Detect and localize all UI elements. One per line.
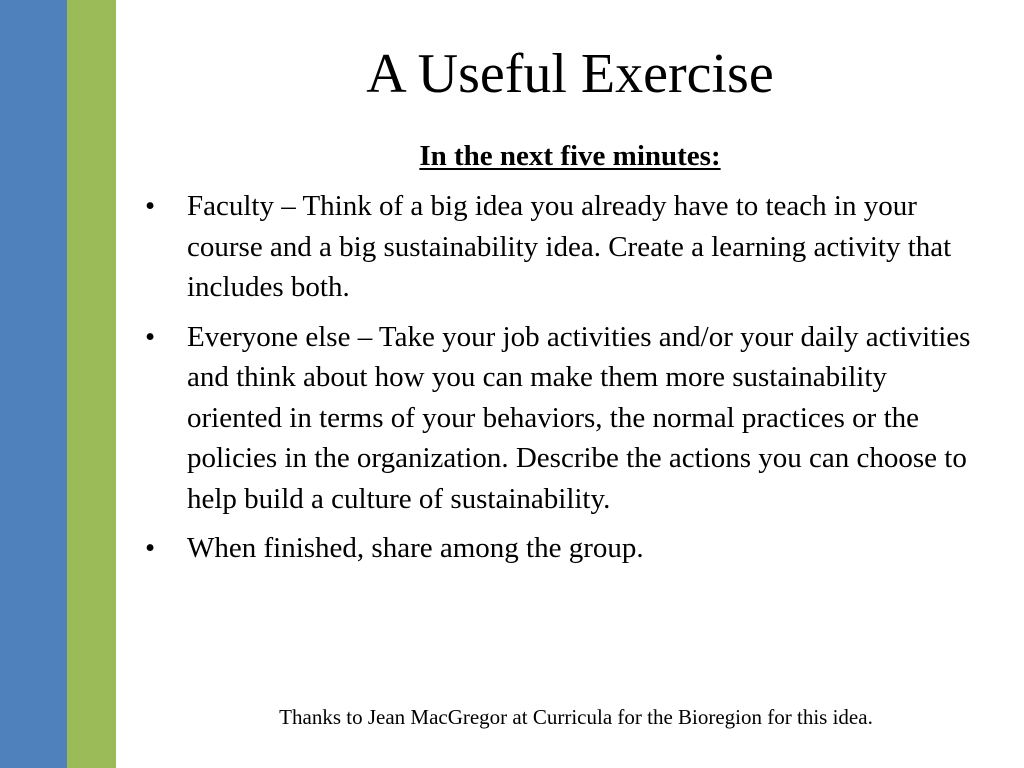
bullet-list <box>143 186 973 578</box>
bullet-item-share <box>143 528 973 569</box>
bullet-text: Faculty – Think of a big idea you already have to teach in your course and a big sustainability idea. Create a learning activity that includes both. <box>187 190 952 303</box>
bullet-dot-icon: • <box>145 320 156 353</box>
bullet-item-everyone-else <box>143 317 973 520</box>
bullet-text: Everyone else – Take your job activities and/or your daily activities and think about how you can make them more sustainability oriented in terms of your behaviors, the normal practices or the policies in the organization. Describe the actions you can choose to help build a culture of sustainability. <box>187 320 971 515</box>
bullet-text: When finished, share among the group. <box>187 532 644 564</box>
bullet-item-faculty <box>143 186 973 308</box>
bullet-dot-icon: • <box>145 532 156 564</box>
slide-subheading: In the next five minutes: <box>419 140 721 172</box>
bullet-dot-icon: • <box>145 190 156 222</box>
slide-title: A Useful Exercise <box>366 43 774 105</box>
slide-footer-credit: Thanks to Jean MacGregor at Curricula for the Bioregion for this idea. <box>279 705 873 729</box>
green-accent-stripe <box>67 0 116 768</box>
blue-accent-stripe <box>0 0 67 768</box>
